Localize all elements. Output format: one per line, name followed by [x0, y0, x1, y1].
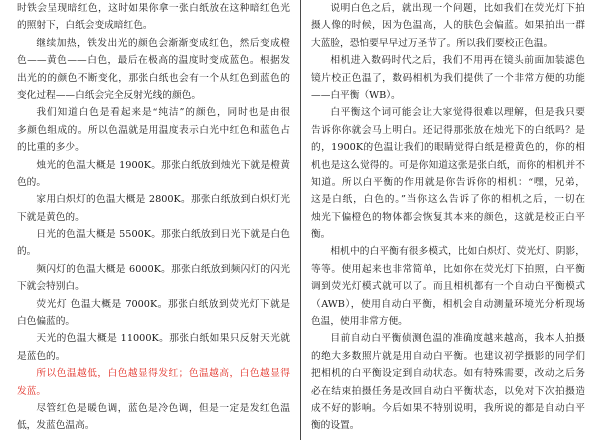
text-line: 白色偏蓝的。	[17, 316, 76, 328]
text-line: 大蓝脸，恐怕要早早过万圣节了。所以我们要校正色温。	[311, 37, 554, 49]
paragraph	[311, 0, 585, 52]
text-line: 这是白纸，白色的。”当你这么告诉了你的相机之后，一切在	[311, 194, 585, 206]
text-line: 目前自动白平衡侦测色温的准确度越来越高，我本人拍摄	[330, 333, 585, 345]
text-line: 下就会特别白。	[17, 281, 85, 293]
text-line: 出光的的颜色不断变化，那张白纸也会有一个从红色到蓝色的	[17, 72, 290, 84]
text-line: 的照射下，白纸会变成暗红色。	[17, 20, 153, 32]
text-line: 日光的色温大概是 5500K。那张白纸放到日光下就是白色	[36, 229, 290, 241]
paragraph	[17, 191, 290, 226]
text-line: 下就是黄色的。	[17, 211, 85, 223]
text-line: 衡。	[311, 229, 331, 241]
text-line: 时铁会呈现暗红色，这时如果你拿一张白纸放在这种暗红色光	[17, 3, 290, 14]
text-line: 继续加热，铁发出光的颜色会渐渐变成红色，然后变成橙	[36, 37, 290, 49]
text-line: 摄人像的时候，因为色温高，人的肤色会偏蓝。如果拍出一群	[311, 20, 585, 32]
paragraph	[17, 157, 290, 192]
text-line: 必在结束拍摄任务是改回自动白平衡状态，以免对下次拍摄造	[311, 385, 585, 397]
right-page	[311, 0, 585, 435]
highlighted-paragraph	[17, 365, 290, 400]
text-line: 色的。	[17, 176, 47, 188]
text-line: 我们知道白色是看起来是“纯洁”的颜色，同时也是由很	[36, 107, 290, 119]
highlighted-text-line: 所以色温越低，白色越显得发红；色温越高，白色越显得	[36, 368, 290, 380]
text-line: 调到荧光灯模式就可以了。而且相机都有一个自动白平衡模式	[311, 281, 585, 293]
paragraph	[17, 226, 290, 261]
text-line: （AWB），使用自动白平衡，相机会自动测量环境光分析现场	[311, 298, 585, 310]
paragraph	[311, 104, 585, 243]
paragraph	[17, 330, 290, 365]
text-line: 家用白炽灯的色温大概是 2800K。那张白纸放到白炽灯光	[36, 194, 290, 206]
text-line: 色——黄色——白色，最后在极高的温度时变成蓝色。根据发	[17, 55, 290, 67]
text-line: 尽管红色是暖色调，蓝色是冷色调，但是一定是发红色温	[36, 402, 290, 414]
text-line: 烛光下偏橙色的物体都会恢复其本来的颜色，这就是校正白平	[311, 211, 585, 223]
text-line: 机也是这么觉得的。可是你知道这张是张白纸，而你的相机并不	[311, 159, 585, 171]
text-line: 衡的设置。	[311, 420, 360, 432]
paragraph	[311, 52, 585, 104]
text-line: 是蓝色的。	[17, 350, 66, 362]
paragraph	[17, 261, 290, 296]
text-line: 荧光灯 色温大概是 7000K。那张白纸放到荧光灯下就是	[36, 298, 290, 310]
text-line: 的绝大多数照片就是用自动白平衡。也建议初学摄影的同学们	[311, 350, 585, 362]
left-page	[17, 0, 290, 435]
text-line: 低，发蓝色温高。	[17, 420, 95, 432]
text-line: ——白平衡（WB）。	[311, 89, 401, 101]
paragraph	[17, 400, 290, 435]
text-line: 说明白色之后，就出现一个问题，比如我们在荧光灯下拍	[330, 3, 585, 14]
paragraph	[17, 104, 290, 156]
text-line: 告诉你你就会马上明白。还记得那张放在烛光下的白纸吗？是	[311, 124, 585, 136]
text-line: 知道。所以白平衡的作用就是你告诉你的相机：“嘿，兄弟，	[311, 176, 585, 188]
text-line: 镜片校正色温了，数码相机为我们提供了一个非常方便的功能	[311, 72, 585, 84]
text-line: 频闪灯的色温大概是 6000K。那张白纸放到频闪灯的闪光	[36, 263, 290, 275]
text-line: 把相机的白平衡设定到自动状态。如有特殊需要，改动之后务	[311, 368, 585, 380]
text-line: 多颜色组成的。所以色温就是用温度表示白光中红色和蓝色占	[17, 124, 290, 136]
paragraph	[311, 330, 585, 434]
text-line: 的，1900K的色温让我们的眼睛觉得白纸是橙黄色的，你的相	[311, 142, 585, 154]
text-line: 等等。使用起来也非常简单，比如你在荧光灯下拍照，白平衡	[311, 263, 585, 275]
text-line: 相机中的白平衡有很多模式，比如白炽灯、荧光灯、阴影，	[330, 246, 585, 258]
text-line: 烛光的色温大概是 1900K。那张白纸放到烛光下就是橙黄	[36, 159, 290, 171]
text-line: 的比重的多少。	[17, 142, 85, 154]
text-line: 的。	[17, 246, 37, 258]
text-line: 相机进入数码时代之后，我们不用再在镜头前面加装滤色	[330, 55, 585, 67]
text-line: 色温，使用非常方便。	[311, 316, 408, 328]
paragraph	[17, 0, 290, 35]
paragraph	[17, 35, 290, 105]
page-divider	[300, 0, 301, 440]
highlighted-text-line: 发蓝。	[17, 385, 47, 397]
paragraph	[17, 296, 290, 331]
paragraph	[311, 243, 585, 330]
text-line: 变化过程——白纸会完全反射光线的颜色。	[17, 89, 202, 101]
text-line: 成不好的影响。今后如果不特别说明，我所说的都是自动白平	[311, 402, 585, 414]
text-line: 天光的色温大概是 11000K。那张白纸如果只反射天光就	[36, 333, 290, 345]
text-line: 白平衡这个词可能会让大家觉得很难以理解，但是我只要	[330, 107, 585, 119]
